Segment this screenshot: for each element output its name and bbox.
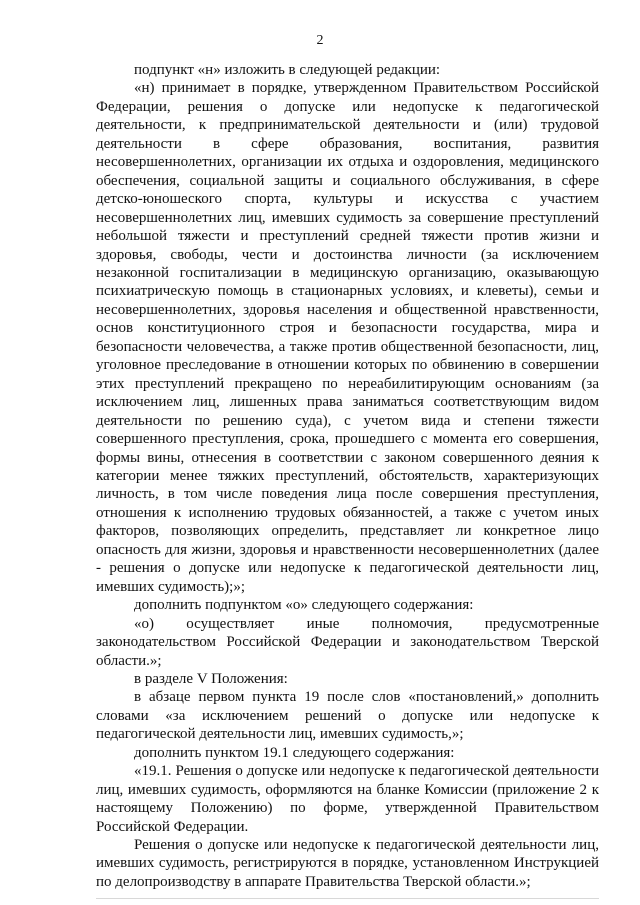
paragraph-subitem-n-intro: подпункт «н» изложить в следующей редакции: <box>134 62 441 78</box>
paragraph-item-19-1-intro: дополнить пунктом 19.1 следующего содержания: <box>134 744 455 761</box>
paragraph-item-19-1-registration: Решения о допуске или недопуске к педагогической деятельности лиц, имевших судимость, регистрируются в порядке, установленном Инструкцией по делопроизводству в аппарате Правительства Тверской области.»; <box>96 837 599 890</box>
paragraph-subitem-o-intro: дополнить подпунктом «о» следующего содержания: <box>134 597 474 614</box>
paragraph-subitem-n-text: «н) принимает в порядке, утвержденном Правительством Российской Федерации, решения о допуске или недопуске к педагогической деятельности, к предпринимательской деятельности и (или) трудовой деятельности в сфере образования, воспитания, развития несовершеннолетних, организации их отдыха и оздоровления, медицинского обеспечения, социальной защиты и социального обслуживания, в сфере детско-юношеского спорта, культуры и искусства с участием несовершеннолетних лиц, имевших судимость за совершение преступлений небольшой тяжести и преступлений средней тяжести против жизни и здоровья, свободы, чести и достоинства личности (за исключением незаконной госпитализации в медицинскую организацию, оказывающую психиатрическую помощь в стационарных условиях, и клеветы), семьи и несовершеннолетних, здоровья населения и общественной нравственности, основ конституционного строя и безопасности государства, мира и безопасности человечества, а также против общественной безопасности, лиц, уголовное преследование в отношении которых по обвинению в совершении этих преступлений прекращено по нереабилитирующим основаниям (за исключением лиц, лишенных права заниматься соответствующим видом деятельности по решению суда), с учетом вида и степени тяжести совершенного преступления, срока, прошедшего с момента его совершения, формы вины, отнесения в соответствии с законом совершенного деяния к категории менее тяжких преступлений, обстоятельств, характеризующих личность, в том числе поведения лица после совершения преступления, отношения к исполнению трудовых обязанностей, а также с учетом иных факторов, позволяющих определить, представляет ли конкретное лицо опасность для жизни, здоровья и нравственности несовершеннолетних (далее - решения о допуске или недопуске к педагогической деятельности лиц, имевших судимость);»; <box>96 80 599 595</box>
paragraph-item-19-amendment: в абзаце первом пункта 19 после слов «постановлений,» дополнить словами «за исключением решений о допуске или недопуске к педагогической деятельности лиц, имевших судимость,»; <box>96 689 599 743</box>
paragraph-subitem-o-text: «о) осуществляет иные полномочия, предусмотренные законодательством Российской Федерации и законодательством Тверской области.»; <box>96 615 599 669</box>
document-body <box>96 61 599 891</box>
paragraph-item-19-1-text: «19.1. Решения о допуске или недопуске к педагогической деятельности лиц, имевших судимость, оформляются на бланке Комиссии (приложение 2 к настоящему Положению) по форме, утвержденной Правительством Российской Федерации. <box>96 763 599 835</box>
page-number: 2 <box>316 33 324 48</box>
paragraph-section-v-intro: в разделе V Положения: <box>134 670 288 687</box>
bottom-divider <box>96 898 599 899</box>
